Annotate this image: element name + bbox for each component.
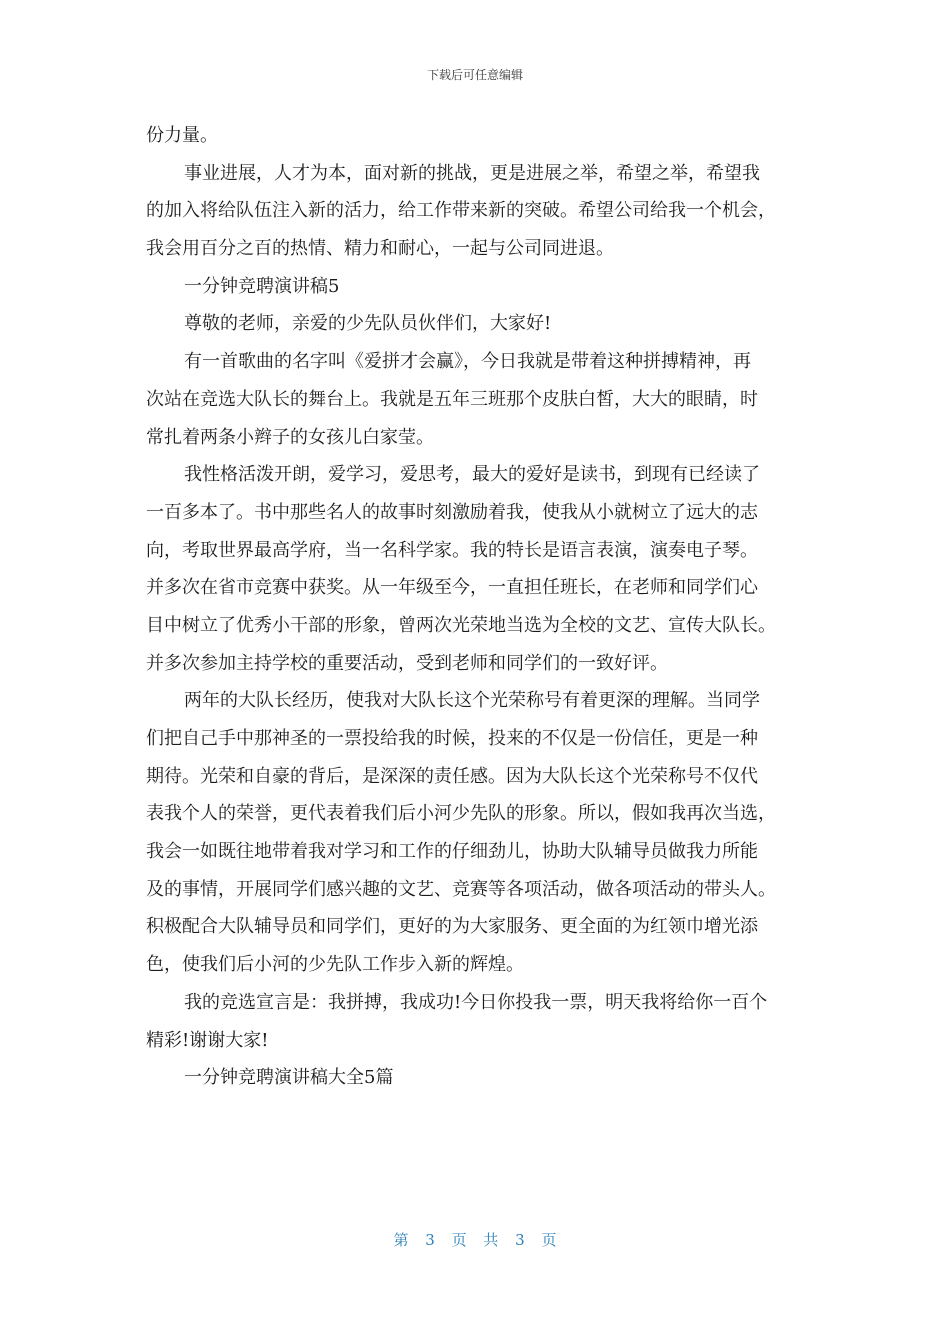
paragraph [146, 305, 810, 343]
text-line: 有一首歌曲的名字叫《爱拼才会赢》，今日我就是带着这种拼搏精神，再 [184, 351, 751, 373]
paragraph [146, 1059, 810, 1097]
paragraph [146, 155, 810, 268]
text-line: 色，使我们后小河的少先队工作步入新的辉煌。 [146, 954, 524, 976]
text-line: 并多次参加主持学校的重要活动，受到老师和同学们的一致好评。 [146, 652, 668, 674]
text-line: 一分钟竞聘演讲稿5 [184, 275, 340, 297]
text-line: 一分钟竞聘演讲稿大全5篇 [184, 1067, 394, 1089]
text-line: 常扎着两条小辫子的女孩儿白家莹。 [146, 426, 434, 448]
text-line: 我会一如既往地带着我对学习和工作的仔细劲儿，协助大队辅导员做我力所能 [146, 841, 758, 863]
text-line: 积极配合大队辅导员和同学们，更好的为大家服务、更全面的为红领巾增光添 [146, 916, 758, 938]
paragraph [146, 682, 810, 984]
page-number-footer: 第 3 页 共 3 页 [393, 1231, 557, 1249]
text-line: 我的竞选宣言是：我拼搏，我成功!今日你投我一票，明天我将给你一百个 [184, 991, 768, 1013]
text-line: 的加入将给队伍注入新的活力，给工作带来新的突破。希望公司给我一个机会， [146, 200, 776, 222]
page-header: 下载后可任意编辑 [426, 68, 523, 82]
text-line: 期待。光荣和自豪的背后，是深深的责任感。因为大队长这个光荣称号不仅代 [146, 765, 758, 787]
paragraph [146, 343, 810, 456]
text-line: 尊敬的老师，亲爱的少先队员伙伴们，大家好! [184, 313, 552, 335]
text-line: 并多次在省市竞赛中获奖。从一年级至今，一直担任班长，在老师和同学们心 [146, 577, 758, 599]
text-line: 目中树立了优秀小干部的形象，曾两次光荣地当选为全校的文艺、宣传大队长。 [146, 614, 776, 636]
text-line: 们把自己手中那神圣的一票投给我的时候，投来的不仅是一份信任，更是一种 [146, 728, 758, 749]
text-line: 精彩!谢谢大家! [146, 1029, 269, 1051]
text-line: 份力量。 [146, 125, 218, 146]
document-body [146, 117, 810, 1097]
paragraph [146, 984, 810, 1059]
text-line: 两年的大队长经历，使我对大队长这个光荣称号有着更深的理解。当同学 [184, 690, 760, 712]
text-line: 及的事情，开展同学们感兴趣的文艺、竞赛等各项活动，做各项活动的带头人。 [146, 878, 776, 900]
text-line: 事业进展，人才为本，面对新的挑战，更是进展之举，希望之举，希望我 [184, 162, 760, 184]
paragraph [146, 456, 810, 682]
text-line: 一百多本了。书中那些名人的故事时刻激励着我，使我从小就树立了远大的志 [146, 501, 758, 523]
paragraph [146, 268, 810, 306]
text-line: 次站在竞选大队长的舞台上。我就是五年三班那个皮肤白皙，大大的眼睛，时 [146, 388, 758, 410]
text-line: 表我个人的荣誉，更代表着我们后小河少先队的形象。所以，假如我再次当选， [146, 803, 776, 825]
paragraph [146, 117, 810, 155]
text-line: 我会用百分之百的热情、精力和耐心，一起与公司同进退。 [146, 238, 614, 260]
text-line: 我性格活泼开朗，爱学习，爱思考，最大的爱好是读书，到现有已经读了 [184, 464, 760, 486]
text-line: 向，考取世界最高学府，当一名科学家。我的特长是语言表演，演奏电子琴。 [146, 539, 758, 561]
